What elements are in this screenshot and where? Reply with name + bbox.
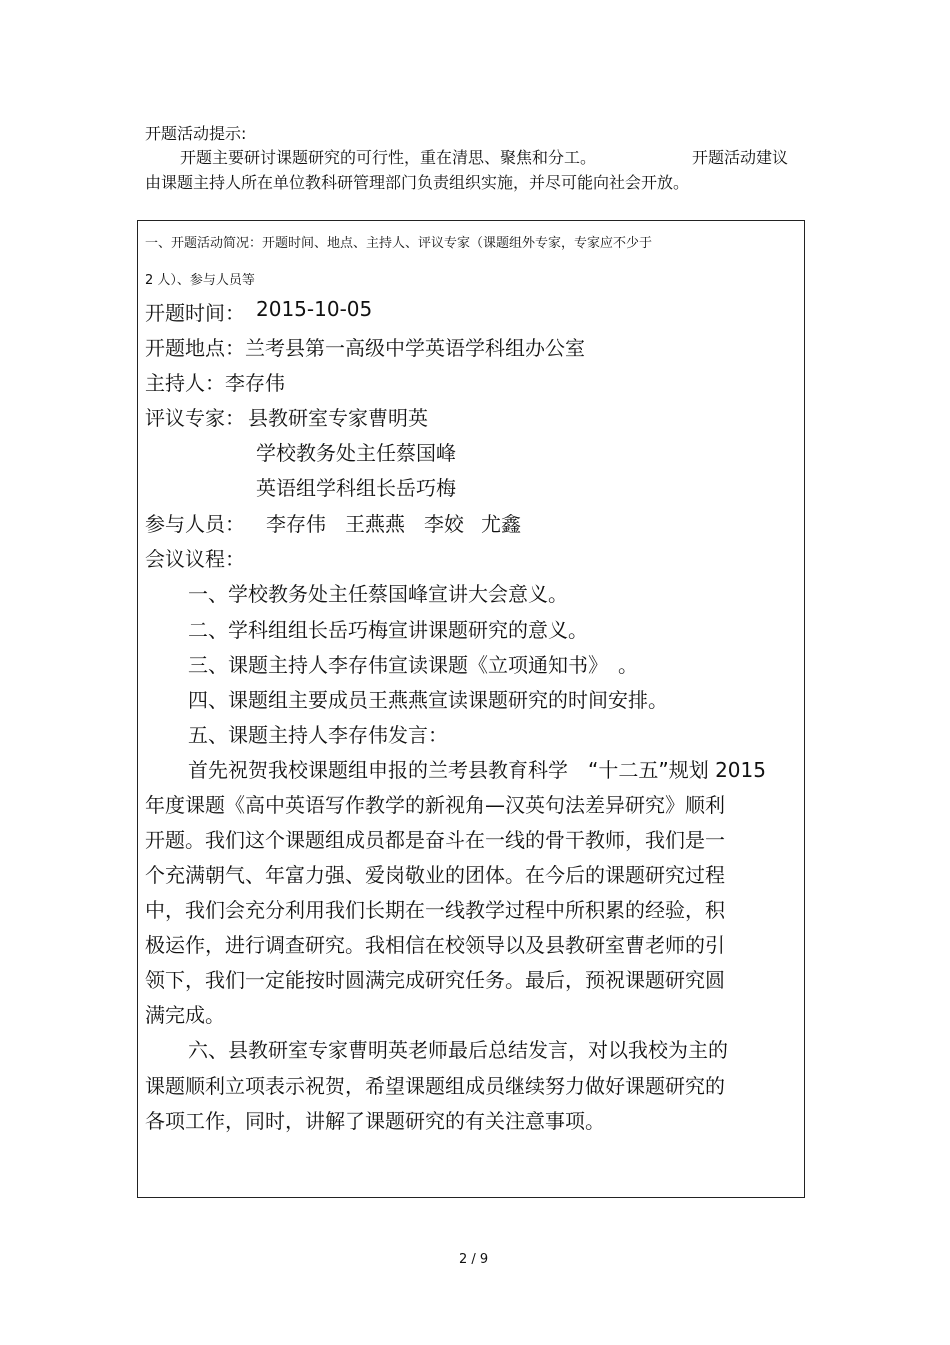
expert-item: 县教研室专家曹明英 xyxy=(248,406,428,430)
hint-line-2: 由课题主持人所在单位教科研管理部门负责组织实施，并尽可能向社会开放。 xyxy=(145,173,690,192)
participant-item: 李姣 xyxy=(424,512,464,536)
time-label: 开题时间： xyxy=(145,301,245,325)
summary-line: 六、县教研室专家曹明英老师最后总结发言，对以我校为主的 xyxy=(188,1038,728,1062)
expert-item: 学校教务处主任蔡国峰 xyxy=(256,441,456,465)
speech-line: 开题。我们这个课题组成员都是奋斗在一线的骨干教师，我们是一 xyxy=(145,828,725,852)
speech-line: 极运作，进行调查研究。我相信在校领导以及县教研室曹老师的引 xyxy=(145,933,725,957)
speech-line: 满完成。 xyxy=(145,1003,225,1027)
speech-line: 中，我们会充分利用我们长期在一线教学过程中所积累的经验，积 xyxy=(145,898,725,922)
location: 开题地点：兰考县第一高级中学英语学科组办公室 xyxy=(145,336,585,360)
box-heading-line-1: 一、开题活动简况：开题时间、地点、主持人、评议专家（课题组外专家，专家应不少于 xyxy=(145,236,653,251)
time-value: 2015-10-05 xyxy=(256,297,373,321)
box-heading-line-2: 2 人）、参与人员等 xyxy=(145,273,255,288)
hint-line-1-tail: 开题活动建议 xyxy=(692,148,789,167)
page-number: 2 / 9 xyxy=(459,1252,489,1267)
participant-item: 尤鑫 xyxy=(481,512,521,536)
host: 主持人：李存伟 xyxy=(145,371,285,395)
agenda-label: 会议议程： xyxy=(145,547,245,571)
agenda-item: 二、学科组组长岳巧梅宣讲课题研究的意义。 xyxy=(188,618,588,642)
agenda-item: 四、课题组主要成员王燕燕宣读课题研究的时间安排。 xyxy=(188,688,668,712)
agenda-item: 三、课题主持人李存伟宣读课题《立项通知书》 。 xyxy=(188,653,638,677)
speech-line: 个充满朝气、年富力强、爱岗敬业的团体。在今后的课题研究过程 xyxy=(145,863,725,887)
summary-line: 课题顺利立项表示祝贺，希望课题组成员继续努力做好课题研究的 xyxy=(145,1074,725,1098)
agenda-item: 一、学校教务处主任蔡国峰宣讲大会意义。 xyxy=(188,582,568,606)
hint-title: 开题活动提示: xyxy=(145,124,247,143)
summary-line: 各项工作，同时，讲解了课题研究的有关注意事项。 xyxy=(145,1109,605,1133)
hint-line-1: 开题主要研讨课题研究的可行性，重在清思、聚焦和分工。 xyxy=(180,148,597,167)
agenda-item: 五、课题主持人李存伟发言： xyxy=(188,723,448,747)
speech-line: 首先祝贺我校课题组申报的兰考县教育科学 “十二五”规划 2015 xyxy=(188,758,766,782)
speech-line: 年度课题《高中英语写作教学的新视角—汉英句法差异研究》顺利 xyxy=(145,793,725,817)
participant-item: 王燕燕 xyxy=(345,512,405,536)
participant-item: 李存伟 xyxy=(266,512,326,536)
participants-label: 参与人员： xyxy=(145,512,245,536)
experts-label: 评议专家： xyxy=(145,406,245,430)
speech-line: 领下，我们一定能按时圆满完成研究任务。最后，预祝课题研究圆 xyxy=(145,968,725,992)
expert-item: 英语组学科组长岳巧梅 xyxy=(256,476,456,500)
